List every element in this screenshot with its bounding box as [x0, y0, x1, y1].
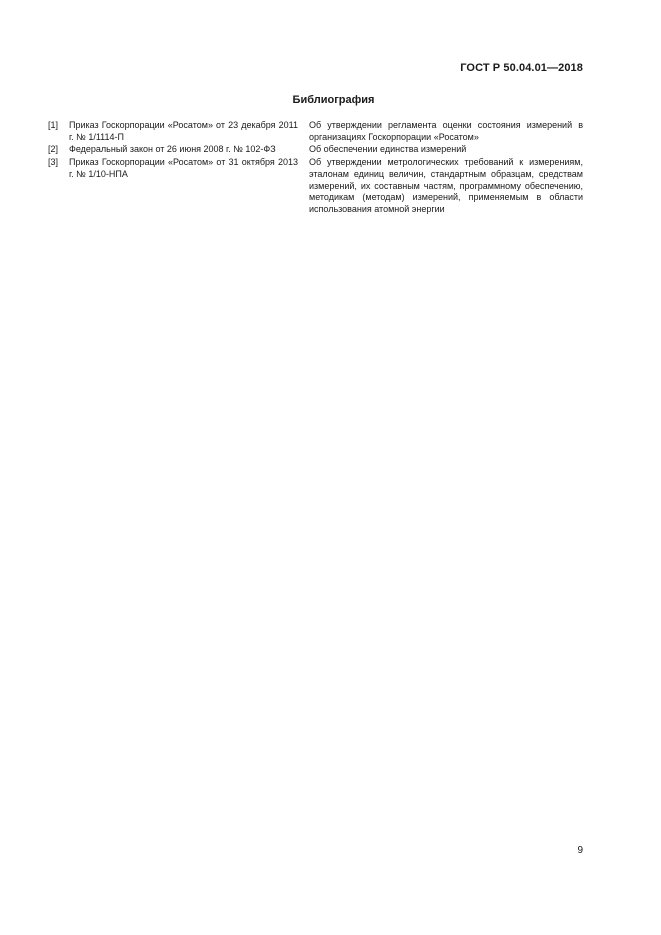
- entry-number: [3]: [48, 157, 59, 168]
- page-number: 9: [577, 845, 583, 856]
- bibliography-list: [48, 120, 583, 216]
- entry-description: Об утверждении регламента оценки состояния измерений в организациях Госкорпорации «Росатом»: [309, 120, 583, 142]
- entry-description: Об утверждении метрологических требований к измерениям, эталонам единиц величин, стандартным образцам, средствам измерений, их составным частям, программному обеспечению, методикам (методам) измерений, применяемым в области использования атомной энергии: [309, 157, 583, 214]
- entry-source: Федеральный закон от 26 июня 2008 г. № 102-ФЗ: [69, 144, 276, 155]
- entry-source: Приказ Госкорпорации «Росатом» от 23 декабря 2011 г. № 1/1114-П: [69, 120, 298, 142]
- bibliography-entry: [48, 144, 583, 156]
- bibliography-entry: [48, 157, 583, 216]
- standard-code: ГОСТ Р 50.04.01—2018: [460, 62, 583, 74]
- entry-number: [2]: [48, 144, 59, 155]
- section-title: Библиография: [292, 94, 375, 106]
- bibliography-entry: [48, 120, 583, 143]
- entry-number: [1]: [48, 120, 59, 130]
- entry-source: Приказ Госкорпорации «Росатом» от 31 октября 2013 г. № 1/10-НПА: [69, 157, 298, 179]
- entry-description: Об обеспечении единства измерений: [309, 144, 467, 155]
